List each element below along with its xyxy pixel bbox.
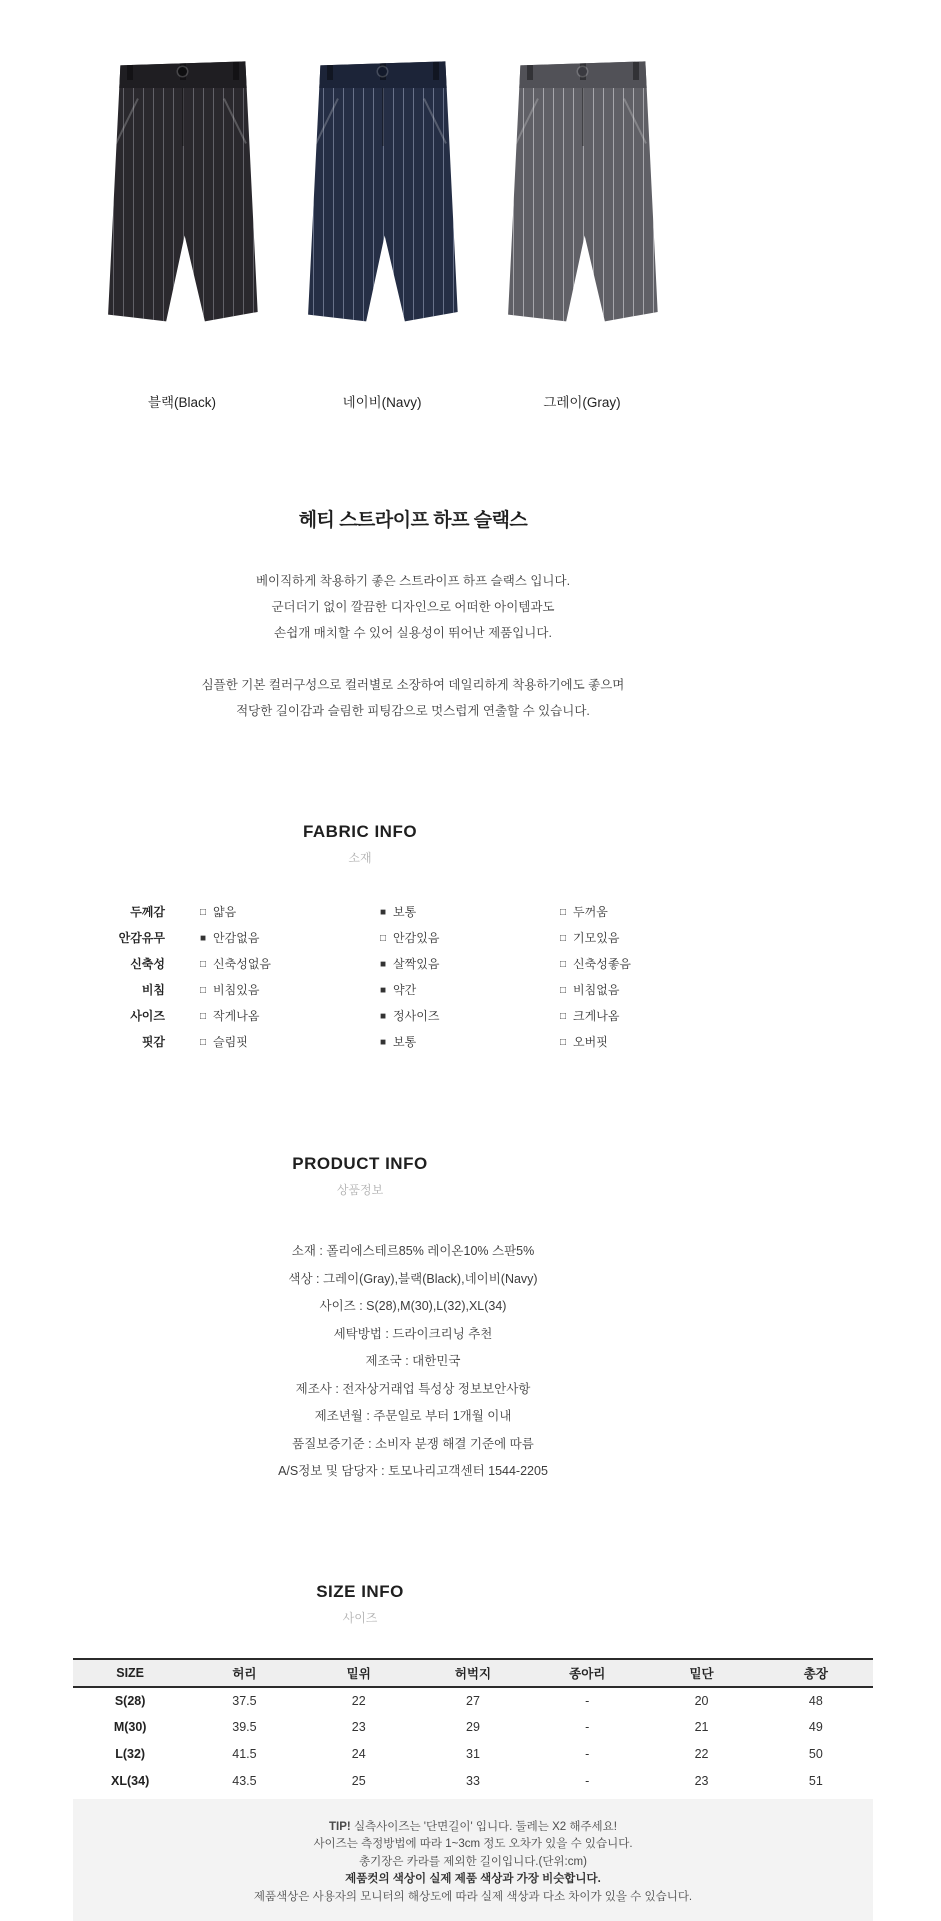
- fly-seam: [382, 88, 384, 146]
- fabric-option: [560, 1007, 705, 1024]
- checkbox-icon: ■: [380, 958, 387, 970]
- checkbox-icon: ■: [200, 932, 207, 944]
- fabric-info-subtitle: 소재: [348, 851, 372, 865]
- fabric-option-label: 비침있음: [213, 982, 260, 997]
- size-table-header: SIZE: [116, 1665, 145, 1680]
- size-table-row: [73, 1768, 873, 1795]
- fabric-option-label: 신축성없음: [213, 956, 272, 971]
- fabric-option-label: 슬림핏: [213, 1034, 248, 1049]
- fabric-option-label: 크게나옴: [573, 1008, 620, 1023]
- fabric-option-label: 안감없음: [213, 930, 260, 945]
- color-label-black: 블랙(Black): [147, 395, 217, 410]
- size-value: 51: [808, 1774, 823, 1788]
- size-info-subtitle: 사이즈: [342, 1610, 378, 1625]
- shorts-illustration-black: [94, 56, 270, 324]
- size-table-header: 허리: [232, 1666, 257, 1681]
- checkbox-icon: ■: [380, 906, 387, 918]
- description-line: 베이직하게 착용하기 좋은 스트라이프 하프 슬랙스 입니다.: [255, 574, 571, 588]
- size-value: 27: [466, 1693, 480, 1708]
- fabric-info-header: [0, 822, 720, 866]
- fabric-row: [0, 950, 941, 976]
- fabric-option: [560, 929, 705, 946]
- product-info-line: 사이즈 : S(28),M(30),L(32),XL(34): [319, 1299, 507, 1313]
- fabric-row-label: 핏감: [141, 1034, 165, 1049]
- fabric-option: [560, 955, 705, 972]
- product-info-line: 제조사 : 전자상거래업 특성상 정보보안사항: [295, 1381, 531, 1396]
- checkbox-icon: □: [380, 932, 387, 944]
- fabric-option: [380, 955, 525, 972]
- checkbox-icon: ■: [380, 1036, 387, 1048]
- product-photo-black: [86, 50, 278, 335]
- product-info-list: [0, 1238, 826, 1486]
- belt-loop: [327, 62, 333, 80]
- product-info-line: 제조년월 : 주문일로 부터 1개월 이내: [314, 1409, 512, 1423]
- belt-loop: [633, 62, 639, 80]
- pocket-seam-left: [315, 98, 339, 144]
- fabric-option-label: 작게나옴: [213, 1008, 260, 1023]
- product-figure-black: [86, 50, 278, 411]
- belt-loop: [127, 62, 133, 80]
- size-name: M(30): [113, 1720, 147, 1734]
- fabric-option-label: 안감있음: [393, 930, 440, 945]
- size-name: XL(34): [111, 1774, 150, 1788]
- checkbox-icon: □: [560, 958, 567, 970]
- size-value: -: [585, 1747, 590, 1761]
- product-description-2: [0, 672, 826, 724]
- size-value: -: [585, 1693, 590, 1708]
- fabric-option: [200, 981, 345, 998]
- fabric-option: [560, 1033, 705, 1050]
- fabric-option-label: 기모있음: [573, 930, 620, 945]
- description-line: 군더더기 없이 깔끔한 디자인으로 어떠한 아이템과도: [271, 600, 555, 614]
- fabric-option-label: 얇음: [213, 904, 237, 919]
- size-value: 43.5: [232, 1774, 257, 1788]
- pocket-seam-right: [223, 98, 247, 144]
- tip-line-2: 사이즈는 측정방법에 따라 1~3cm 정도 오차가 있을 수 있습니다.: [313, 1838, 633, 1850]
- fabric-option: [560, 903, 705, 920]
- size-value: 50: [808, 1747, 823, 1761]
- size-value: 48: [808, 1693, 823, 1708]
- fabric-row: [0, 924, 941, 950]
- size-value: 23: [694, 1774, 709, 1788]
- checkbox-icon: □: [200, 984, 207, 996]
- fabric-row: [0, 1002, 941, 1028]
- checkbox-icon: □: [200, 958, 207, 970]
- size-value: 33: [466, 1774, 480, 1788]
- fabric-option-label: 오버핏: [573, 1034, 608, 1049]
- belt-loop: [233, 62, 239, 80]
- fabric-row-label: 신축성: [130, 956, 165, 971]
- size-info-title: SIZE INFO: [316, 1581, 404, 1601]
- product-info-line: 소재 : 폴리에스테르85% 레이온10% 스판5%: [291, 1244, 535, 1258]
- product-title: 헤티 스트라이프 하프 슬랙스: [298, 510, 528, 531]
- fabric-option: [560, 981, 705, 998]
- size-value: 49: [808, 1720, 823, 1734]
- fabric-option: [380, 981, 525, 998]
- description-line: 심플한 기본 컬러구성으로 컬러별로 소장하여 데일리하게 착용하기에도 좋으며: [201, 678, 625, 692]
- fabric-option-label: 신축성좋음: [573, 956, 632, 971]
- size-table-header-row: [73, 1659, 873, 1687]
- fabric-option: [200, 929, 345, 946]
- tip-line-5: 제품색상은 사용자의 모니터의 해상도에 따라 실제 색상과 다소 차이가 있을 수 있습니다.: [253, 1890, 693, 1903]
- product-description-1: [0, 568, 826, 646]
- fabric-option: [200, 955, 345, 972]
- product-figure-gray: [486, 50, 678, 411]
- waist-button: [378, 67, 387, 76]
- checkbox-icon: □: [200, 1036, 207, 1048]
- tip-line-4: 제품컷의 색상이 실제 제품 색상과 가장 비슷합니다.: [345, 1873, 601, 1885]
- checkbox-icon: ■: [380, 984, 387, 996]
- fly-seam: [582, 88, 584, 146]
- size-value: 29: [466, 1720, 480, 1734]
- product-info-title: PRODUCT INFO: [292, 1154, 428, 1173]
- checkbox-icon: □: [560, 1036, 567, 1048]
- checkbox-icon: □: [200, 906, 207, 918]
- pocket-seam-right: [623, 98, 647, 144]
- product-info-line: 제조국 : 대한민국: [365, 1354, 461, 1368]
- fabric-row-label: 사이즈: [130, 1008, 165, 1023]
- shorts-illustration-navy: [294, 56, 470, 324]
- fabric-option-label: 약간: [393, 982, 417, 997]
- pocket-seam-right: [423, 98, 447, 144]
- product-photo-gray: [486, 50, 678, 335]
- fabric-row-label: 비침: [141, 982, 165, 997]
- checkbox-icon: □: [560, 984, 567, 996]
- fabric-row: [0, 976, 941, 1002]
- fabric-option-label: 살짝있음: [393, 956, 440, 971]
- checkbox-icon: □: [560, 1010, 567, 1022]
- size-value: -: [585, 1774, 590, 1788]
- description-line: 적당한 길이감과 슬림한 피팅감으로 멋스럽게 연출할 수 있습니다.: [236, 704, 590, 718]
- belt-loop: [433, 62, 439, 80]
- fabric-option-label: 보통: [393, 1034, 417, 1049]
- size-tip-box: [73, 1799, 873, 1921]
- checkbox-icon: □: [560, 932, 567, 944]
- fabric-option: [380, 1033, 525, 1050]
- tip-line-1: [83, 1819, 863, 1837]
- checkbox-icon: ■: [380, 1010, 387, 1022]
- size-value: 21: [694, 1720, 709, 1734]
- product-photo-navy: [286, 50, 478, 335]
- color-label-navy: 네이비(Navy): [342, 395, 422, 410]
- fabric-option-label: 두꺼움: [573, 904, 608, 919]
- fabric-option: [200, 903, 345, 920]
- size-value: 22: [694, 1747, 709, 1761]
- tip-line-3: 총기장은 카라를 제외한 길이입니다.(단위:cm): [359, 1855, 587, 1868]
- fabric-option-label: 비침없음: [573, 982, 620, 997]
- size-table-row: [73, 1687, 873, 1714]
- fabric-option: [200, 1033, 345, 1050]
- size-table-header: 허벅지: [454, 1666, 492, 1681]
- size-value: 31: [466, 1747, 480, 1761]
- size-table-header: 밑단: [689, 1666, 714, 1681]
- size-value: 22: [351, 1693, 366, 1708]
- description-line: 손쉽개 매치할 수 있어 실용성이 뛰어난 제품입니다.: [274, 626, 552, 640]
- fabric-option-label: 정사이즈: [393, 1008, 440, 1023]
- checkbox-icon: □: [560, 906, 567, 918]
- product-color-images: [86, 0, 941, 411]
- size-table-header: 종아리: [569, 1666, 606, 1681]
- fly-seam: [182, 88, 184, 146]
- product-figure-navy: [286, 50, 478, 411]
- size-table-row: [73, 1714, 873, 1741]
- fabric-row-label: 두께감: [130, 904, 165, 919]
- size-table-row: [73, 1741, 873, 1768]
- waist-button: [178, 67, 187, 76]
- belt-loop: [527, 62, 533, 80]
- fabric-row: [0, 898, 941, 924]
- pocket-seam-left: [115, 98, 139, 144]
- fabric-option: [380, 929, 525, 946]
- product-info-line: 세탁방법 : 드라이크리닝 추천: [333, 1326, 493, 1341]
- size-info-header: [0, 1582, 720, 1626]
- fabric-info-table: [0, 898, 941, 1054]
- pocket-seam-left: [515, 98, 539, 144]
- size-name: L(32): [115, 1747, 146, 1761]
- size-value: 24: [351, 1747, 366, 1761]
- size-value: 23: [351, 1720, 366, 1734]
- fabric-option: [380, 1007, 525, 1024]
- fabric-info-title: FABRIC INFO: [302, 822, 418, 841]
- size-value: 39.5: [232, 1720, 257, 1734]
- size-value: -: [585, 1720, 590, 1734]
- tip-line-1-text: 실측사이즈는 '단면길이' 입니다. 둘레는 X2 해주세요!: [350, 1820, 617, 1833]
- size-table-header: 밑위: [346, 1666, 371, 1681]
- fabric-row-label: 안감유무: [118, 930, 165, 945]
- color-label-gray: 그레이(Gray): [543, 395, 621, 410]
- waist-button: [578, 67, 587, 76]
- size-value: 25: [351, 1774, 366, 1788]
- fabric-option-label: 보통: [393, 904, 417, 919]
- fabric-row: [0, 1028, 941, 1054]
- size-table-header: 총장: [803, 1666, 828, 1681]
- product-info-line: 품질보증기준 : 소비자 분쟁 해결 기준에 따름: [292, 1436, 534, 1451]
- fabric-option: [200, 1007, 345, 1024]
- size-table: [73, 1658, 873, 1795]
- shorts-illustration-gray: [494, 56, 670, 324]
- fabric-option: [380, 903, 525, 920]
- size-value: 20: [694, 1693, 709, 1708]
- checkbox-icon: □: [200, 1010, 207, 1022]
- size-name: S(28): [114, 1693, 146, 1708]
- product-info-header: [0, 1154, 720, 1198]
- product-info-line: A/S정보 및 담당자 : 토모나리고객센터 1544-2205: [278, 1464, 548, 1478]
- size-value: 37.5: [232, 1693, 257, 1708]
- product-info-line: 색상 : 그레이(Gray),블랙(Black),네이비(Navy): [288, 1271, 538, 1286]
- size-value: 41.5: [232, 1747, 257, 1761]
- product-info-subtitle: 상품정보: [336, 1183, 384, 1197]
- tip-label: TIP!: [329, 1820, 351, 1833]
